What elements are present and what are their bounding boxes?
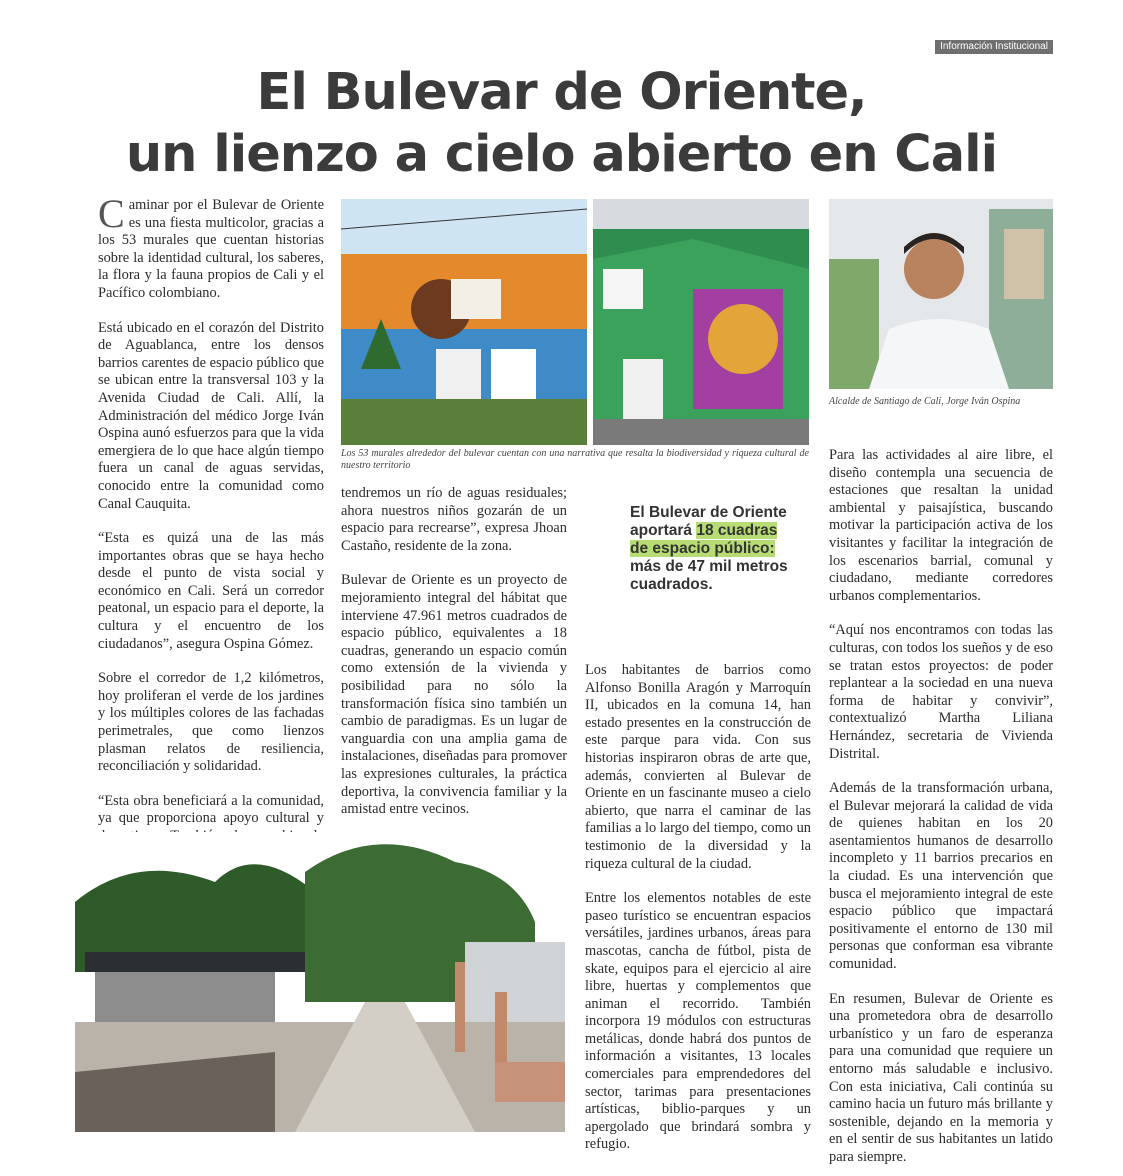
article-headline — [60, 62, 1063, 186]
paragraph: Está ubicado en el corazón del Distrito de Aguablanca, entre los densos barrios carentes de espacio público que se ubican entre la transversal 103 y la Avenida Ciudad de Cali. Allí, la Administración del médico Jorge Iván Ospina aunó esfuerzos para que la vida emergiera de lo que hace algún tiempo fuera un canal de aguas servidas, conocido entre la comunidad como Canal Cauquita. — [98, 319, 324, 512]
paragraph: tendremos un río de aguas residuales; ahora nuestros niños gozarán de un espacio para recrearse”, expresa Jhoan Castaño, residente de la zona. — [341, 485, 567, 554]
paragraph: “Aquí nos encontramos con todas las culturas, con todos los sueños y de eso se tratan estos proyectos: de poder replantear a la sociedad en una nueva forma de habitar y convivir”, contextualizó Martha Liliana Hernández, secretaria de Vivienda Distrital. — [829, 622, 1053, 762]
paragraph: En resumen, Bulevar de Oriente es una prometedora obra de desarrollo urbanístico y un faro de esperanza para una comunidad que requiere un entorno más saludable e inclusivo. Con esta iniciativa, Cali continúa su camino hacia un futuro más brillante y sostenible, dejando en la memoria y en el sentir de sus habitantes un latido para siempre. — [829, 990, 1053, 1165]
paragraph — [98, 191, 324, 303]
paragraph: Además de la transformación urbana, el Bulevar mejorará la calidad de vida de quienes habitan en los 20 asentamientos humanos de desarrollo incompleto y 11 barrios precarios en la ciudad. Es una intervención que busca el mejoramiento integral de este espacio público que impactará positivamente el entorno de 130 mil personas que conforman esa vibrante comunidad. — [829, 780, 1053, 973]
paragraph-text: aminar por el Bulevar de Oriente es una fiesta multicolor, gracias a los 53 murales que cuentan historias sobre la identidad cultural, los saberes, la flora y la fauna propios de Cali y el Pacífico colombiano. — [98, 197, 324, 301]
mayor-photo — [829, 199, 1053, 389]
article-column-4 — [829, 447, 1053, 1167]
paragraph: Entre los elementos notables de este paseo turístico se encuentran espacios versátiles, jardines urbanos, áreas para mascotas, cancha de fútbol, pista de skate, equipos para el ejercicio al aire libre, huertas y complementos que animan el recorrido. También incorpora 19 módulos con estructuras metálicas, donde habrá dos puntos de información a visitantes, 13 locales comerciales para emprendedores del sector, tarimas para presentaciones artísticas, biblio-parques y un apergolado que brindará sombra y refugio. — [585, 890, 811, 1153]
callout-quote — [630, 504, 790, 594]
mural-photo-left — [341, 199, 587, 445]
headline-line-1: El Bulevar de Oriente, — [256, 63, 867, 122]
callout-text: más de 47 mil metros cuadrados. — [630, 558, 788, 593]
callout-text: El Bulevar de Oriente aportará — [630, 504, 787, 539]
headline-line-2: un lienzo a cielo abierto en Cali — [125, 125, 998, 184]
article-column-1 — [98, 191, 324, 863]
drop-cap: C — [98, 191, 125, 236]
boulevard-photo — [75, 832, 565, 1132]
paragraph: Sobre el corredor de 1,2 kilómetros, hoy proliferan el verde de los jardines y los múltiples colores de las fachadas perimetrales, que como lienzos plasman relatos de resiliencia, reconciliación y solidaridad. — [98, 670, 324, 775]
callout-highlight: 18 cuadras de espacio público: — [630, 522, 778, 557]
paragraph: “Esta es quizá una de las más importantes obras que se haya hecho desde el punto de vista social y económico en Cali. Será un corredor peatonal, un espacio para el deporte, la cultura y el encuentro de los ciudadanos”, asegura Ospina Gómez. — [98, 530, 324, 652]
section-tag: Información Institucional — [935, 40, 1053, 54]
paragraph: “Esta obra beneficiará a la comunidad, ya que proporciona apoyo cultural y — [98, 792, 324, 827]
paragraph: Para las actividades al aire libre, el diseño contempla una secuencia de estaciones que resaltan la unidad ambiental y paisajística, buscando motivar la participación activa de los visitantes y facilitar la integración de los escenarios barrial, comunal y ciudadano, mediante corredores urbanos complementarios. — [829, 447, 1053, 604]
murals-caption: Los 53 murales alrededor del bulevar cuentan con una narrativa que resalta la biodiversidad y riqueza cultural de nuestro territorio — [341, 448, 809, 471]
mayor-caption: Alcalde de Santiago de Cali, Jorge Iván Ospina — [829, 396, 1021, 407]
mural-photo-right — [593, 199, 809, 445]
article-column-2 — [341, 485, 567, 819]
paragraph: Los habitantes de barrios como Alfonso Bonilla Aragón y Marroquín II, ubicados en la comuna 14, han estado presentes en la construcción de este parque para vida. Con sus historias inspiraron obras de arte que, además, convierten al Bulevar de Oriente en un fascinante museo a cielo abierto, que narra el caminar de las familias a lo largo del tiempo, como un testimonio de la diversidad y la riqueza cultural de la ciudad. — [585, 662, 811, 872]
article-column-3 — [585, 662, 811, 1154]
paragraph: Bulevar de Oriente es un proyecto de mejoramiento integral del hábitat que interviene 47.961 metros cuadrados de espacio público, equivalentes a 18 cuadras, generando un espacio común como extensión de la vivienda y posibilidad para no sólo la transformación física sino también un cambio de paradigmas. Es un lugar de vanguardia con una amplia gama de instalaciones, diseñadas para promover las expresiones culturales, la práctica deportiva, la convivencia familiar y la amistad entre vecinos. — [341, 572, 567, 818]
